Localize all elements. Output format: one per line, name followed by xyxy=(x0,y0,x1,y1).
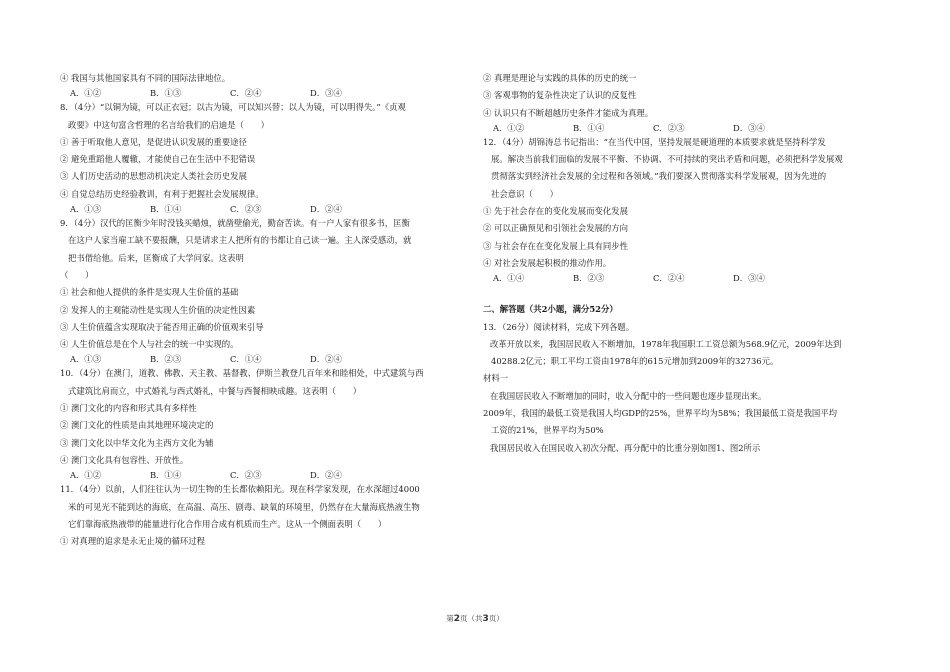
choice-b: B．①④ xyxy=(150,204,182,215)
footer-mid: 页（共 xyxy=(460,614,483,623)
choice-b: B．①③ xyxy=(150,88,182,99)
choice-d: D．③④ xyxy=(310,88,342,99)
choice-d: D．③④ xyxy=(733,122,765,133)
choice-c: C．①④ xyxy=(230,354,262,365)
q13-stem: 13．（26分）阅读材料，完成下列各题。 xyxy=(483,321,635,332)
page-total: 3 xyxy=(482,614,489,624)
q8-option-3: ③ 人们历史活动的思想动机决定人类社会历史发展 xyxy=(60,171,247,182)
q8-stem-1: 8．（4分）“以铜为镜，可以正衣冠；以古为镜，可以知兴替；以人为镜，可以明得失。”《贞观 xyxy=(60,102,406,113)
q9-option-1: ① 社会和他人提供的条件是实现人生价值的基础 xyxy=(60,287,239,298)
q13-text-1: 改革开放以来，我国居民收入不断增加，1978年我国职工工资总额为568.9亿元，2009年达到 xyxy=(490,338,842,349)
q13-text-3: 在我国居民收入不断增加的同时，收入分配中的一些问题也逐步显现出来。 xyxy=(490,390,767,401)
q10-option-2: ② 澳门文化的性质是由其地理环境决定的 xyxy=(60,420,214,431)
choice-a: A．①④ xyxy=(493,273,525,284)
q10-choices xyxy=(60,469,465,481)
choice-c: C．②③ xyxy=(230,470,262,481)
q10-option-1: ① 澳门文化的内容和形式具有多样性 xyxy=(60,403,197,414)
page-number: 2 xyxy=(453,614,460,624)
q10-option-4: ④ 澳门文化具有包容性、开放性。 xyxy=(60,454,189,465)
choice-b: B．②③ xyxy=(150,354,182,365)
choice-a: A．①③ xyxy=(70,204,102,215)
q12-option-3: ③ 与社会存在在变化发展上具有同步性 xyxy=(483,240,629,251)
q11-option-4: ④ 认识只有不断超越历史条件才能成为真理。 xyxy=(483,107,654,118)
footer-pre: 第 xyxy=(446,614,454,623)
q9-option-4: ④ 人生价值总是在个人与社会的统一中实现的。 xyxy=(60,339,239,350)
q12-stem-1: 12．（4分）胡锦涛总书记指出：“在当代中国，坚持发展是硬道理的本质要求就是坚持科学发 xyxy=(483,136,826,147)
choice-a: A．①② xyxy=(70,88,102,99)
choice-d: D．③④ xyxy=(733,273,765,284)
q12-option-1: ① 先于社会存在的变化发展而变化发展 xyxy=(483,206,629,217)
section-heading: 二、解答题（共2小题，满分52分） xyxy=(483,304,618,315)
q12-option-4: ④ 对社会发展起积极的推动作用。 xyxy=(483,257,612,268)
choice-b: B．②③ xyxy=(573,273,605,284)
q11-stem-3: 它们靠海底热液带的能量进行化合作用合成有机质而生产。这从一个侧面表明（ ） xyxy=(68,518,387,529)
q11-option-1: ① 对真理的追求是永无止境的循环过程 xyxy=(60,536,206,547)
q9-option-3: ③ 人生价值蕴含实现取决于能否用正确的价值观来引导 xyxy=(60,321,264,332)
q11-stem-2: 米的可见光不能到达的海底，在高温、高压、剧毒、缺氧的环境里，仍然存在大量海底热液生物 xyxy=(68,501,420,512)
q12-stem-2: 展。解决当前我们面临的发展不平衡、不协调、不可持续的突出矛盾和问题，必须把科学发展观 xyxy=(491,154,843,165)
footer-post: 页） xyxy=(488,614,504,623)
choice-c: C．②④ xyxy=(230,88,262,99)
page-footer xyxy=(0,613,950,624)
q13-text-2: 40288.2亿元；职工平均工资由1978年的615元增加到2009年的32736元。 xyxy=(491,356,779,367)
q11-option-2: ② 真理是理论与实践的具体的历史的统一 xyxy=(483,73,637,83)
q8-option-1: ① 善于听取他人意见，是促进认识发展的重要途径 xyxy=(60,136,247,147)
choice-b: B．①④ xyxy=(573,122,605,133)
q13-text-4: 2009年，我国的最低工资是我国人均GDP的25%，世界平均为58%；我国最低工资是我国平均 xyxy=(483,408,837,419)
q12-stem-4: 社会意识（ ） xyxy=(491,188,558,199)
q8-option-2: ② 避免重蹈他人覆辙，才能使自己在生活中不犯错误 xyxy=(60,154,256,165)
section-spacer xyxy=(483,284,901,301)
q9-stem-2: 在这户人家当雇工缺不要报酬，只是请求主人把所有的书都让自己读一遍。主人深受感动，就 xyxy=(68,235,412,246)
q7-option-4: ④ 我国与其他国家具有不同的国际法律地位。 xyxy=(60,73,231,83)
q9-stem-1: 9．（4分）汉代的匡衡少年时没钱买蜡烛，就凿壁偷光，勤奋苦读。有一户人家有很多书，匡衡 xyxy=(60,218,410,229)
q8-choices xyxy=(60,203,465,215)
q12-option-2: ② 可以正确预见和引领社会发展的方向 xyxy=(483,223,629,234)
q9-choices xyxy=(60,353,465,365)
q12-stem-3: 贯彻落实到经济社会发展的全过程和各领域。”我们要深入贯彻落实科学发展观，因为先进的 xyxy=(491,171,827,182)
right-column xyxy=(483,70,901,457)
choice-c: C．②③ xyxy=(230,204,262,215)
choice-d: D．②④ xyxy=(310,354,342,365)
q10-stem-2: 式建筑比肩而立，中式婚礼与西式婚礼，中餐与西餐相映成趣。这表明（ ） xyxy=(68,385,362,396)
choice-c: C．②③ xyxy=(653,122,685,133)
choice-d: D．②④ xyxy=(310,204,342,215)
choice-b: B．①④ xyxy=(150,470,182,481)
q13-text-5: 工资的21%，世界平均为50% xyxy=(491,425,604,436)
q13-text-6: 我国居民收入在国民收入初次分配、再分配中的比重分别如图1、图2所示 xyxy=(490,442,761,453)
left-column xyxy=(60,70,465,550)
q11-option-3: ③ 客观事物的复杂性决定了认识的反复性 xyxy=(483,90,637,101)
q7-choices xyxy=(60,87,465,99)
q11-choices xyxy=(483,122,901,134)
choice-a: A．①③ xyxy=(70,354,102,365)
choice-a: A．①② xyxy=(493,122,525,133)
q11-stem-1: 11．（4分）以前，人们往往认为一切生物的生长都依赖阳光。现在科学家发现，在水深超过4000 xyxy=(60,484,420,495)
q13-material-label: 材料一 xyxy=(483,373,509,384)
q10-option-3: ③ 澳门文化以中华文化为主西方文化为辅 xyxy=(60,437,214,448)
q8-option-4: ④ 自觉总结历史经验教训，有利于把握社会发展规律。 xyxy=(60,188,264,199)
choice-d: D．②④ xyxy=(310,470,342,481)
q9-stem-3: 把书借给他。后来，匡衡成了大学问家。这表明 xyxy=(68,252,244,263)
q8-stem-2: 政要》中这句富含哲理的名言给我们的启迪是（ ） xyxy=(68,119,269,130)
q12-choices xyxy=(483,272,901,284)
q9-stem-4: （ ） xyxy=(60,269,94,280)
choice-a: A．①② xyxy=(70,470,102,481)
q10-stem-1: 10．（4分）在澳门，道教、佛教、天主教、基督教、伊斯兰教登几百年来和睦相处，中式建筑与西 xyxy=(60,368,424,379)
q9-option-2: ② 发挥人的主观能动性是实现人生价值的决定性因素 xyxy=(60,304,256,315)
choice-c: C．②④ xyxy=(653,273,685,284)
